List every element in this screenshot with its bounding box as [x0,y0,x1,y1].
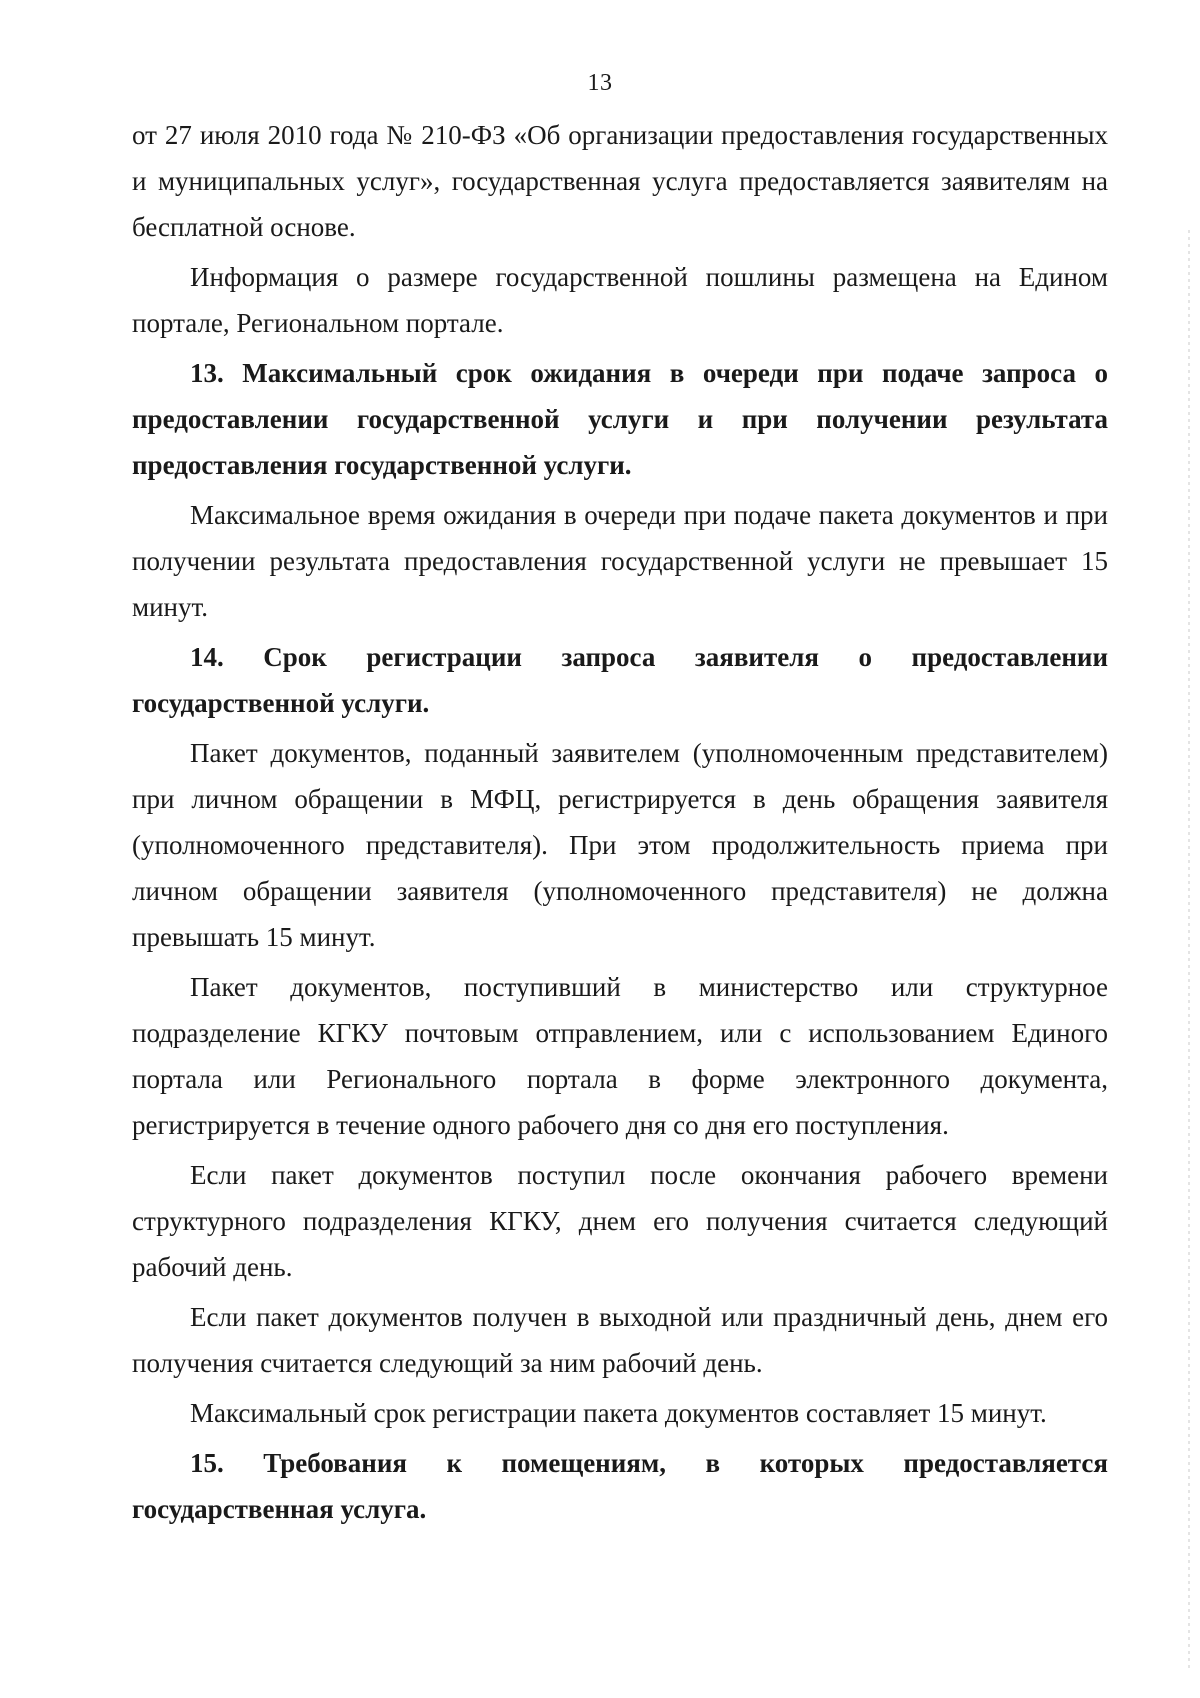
paragraph-postal-registration: Пакет документов, поступивший в министерство или структурное подразделение КГКУ почтовым отправлением, или с использованием Единого портала или Регионального портала в форме электронного документа, регистрируется в течение одного рабочего дня со дня его поступления. [132,972,1108,1140]
section-heading-15: 15. Требования к помещениям, в которых предоставляется государственная услуга. [132,1448,1108,1524]
scan-edge-artifact [1188,230,1190,1670]
paragraph-max-registration: Максимальный срок регистрации пакета документов составляет 15 минут. [190,1398,1047,1428]
paragraph-holiday: Если пакет документов получен в выходной или праздничный день, днем его получения считается следующий за ним рабочий день. [132,1302,1108,1378]
document-body [132,112,1108,1536]
paragraph-mfc-registration: Пакет документов, поданный заявителем (уполномоченным представителем) при личном обращении в МФЦ, регистрируется в день обращения заявителя (уполномоченного представителя). При этом продолжительность приема при личном обращении заявителя (уполномоченного представителя) не должна превышать 15 минут. [132,738,1108,952]
paragraph-queue-time: Максимальное время ожидания в очереди при подаче пакета документов и при получении результата предоставления государственной услуги не превышает 15 минут. [132,500,1108,622]
section-heading-13: 13. Максимальный срок ожидания в очереди при подаче запроса о предоставлении государственной услуги и при получении результата предоставления государственной услуги. [132,358,1108,480]
paragraph-fee-law: от 27 июля 2010 года № 210-ФЗ «Об организации предоставления государственных и муниципальных услуг», государственная услуга предоставляется заявителям на бесплатной основе. [132,120,1108,242]
paragraph-after-hours: Если пакет документов поступил после окончания рабочего времени структурного подразделения КГКУ, днем его получения считается следующий рабочий день. [132,1160,1108,1282]
paragraph-duty-info: Информация о размере государственной пошлины размещена на Едином портале, Региональном портале. [132,262,1108,338]
page-number: 13 [587,70,613,96]
section-heading-14: 14. Срок регистрации запроса заявителя о предоставлении государственной услуги. [132,642,1108,718]
